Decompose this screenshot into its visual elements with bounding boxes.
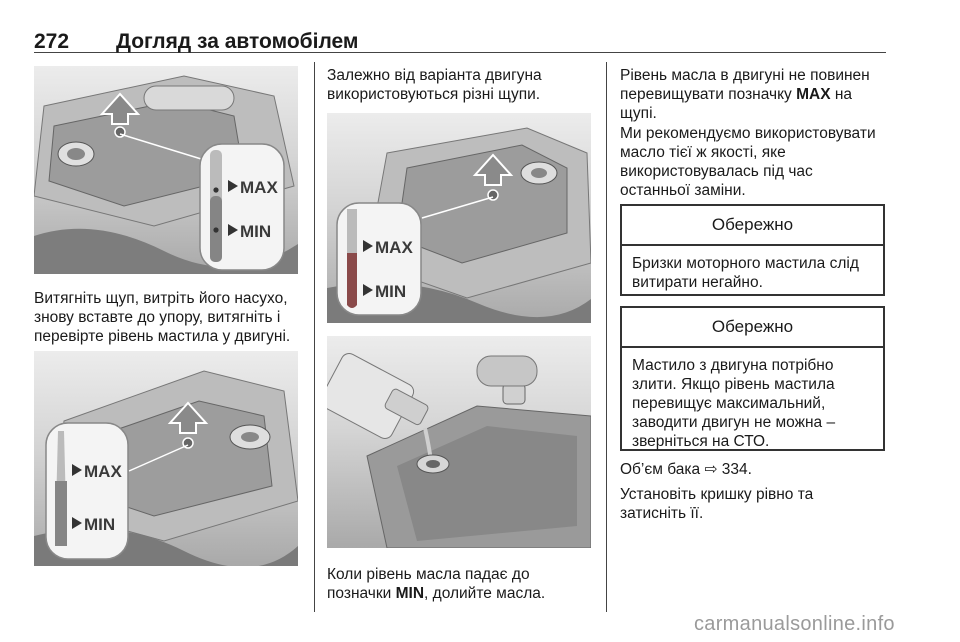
page-header	[34, 30, 886, 53]
cap-instruction: Установіть кришку рівно та затисніть її.	[620, 486, 814, 522]
column-divider	[606, 62, 607, 612]
oil-filling-illustration	[327, 336, 591, 548]
min-mark-label: MIN	[375, 282, 407, 301]
max-mark-label: MAX	[375, 238, 413, 257]
engine-illustration	[34, 351, 298, 566]
engine-dipstick-figure-1	[34, 66, 298, 274]
warning-title: Обережно	[622, 308, 883, 348]
min-mark-label: MIN	[240, 222, 272, 241]
page-reference-link[interactable]: ⇨ 334.	[704, 461, 752, 478]
oil-quality-recommendation: Ми рекомендуємо використовувати масло тієї ж якості, яке використовувалась під час останньої заміни.	[620, 125, 876, 199]
engine-illustration	[327, 113, 591, 323]
dipstick-variants-note: Залежно від варіанта двигуна використовуються різні щупи.	[327, 67, 542, 103]
warning-text: Мастило з двигуна потрібно злити. Якщо рівень мастила перевищує максимальний, заводити двигун не можна – зверніться на СТО.	[632, 357, 836, 450]
dipstick-instruction: Витягніть щуп, витріть його насухо, знову вставте до упору, витягніть і перевірте рівень мастила у двигуні.	[34, 290, 291, 345]
warning-box-1	[620, 204, 885, 296]
max-mark-label: MAX	[240, 178, 278, 197]
warning-text: Бризки моторного мастила слід витирати негайно.	[632, 255, 859, 291]
max-level-note: Рівень масла в двигуні не повинен перевищувати позначку MAX на щупі.	[620, 67, 870, 122]
engine-illustration	[34, 66, 298, 274]
warning-box-2	[620, 306, 885, 451]
min-mark-label: MIN	[84, 515, 116, 534]
low-level-instruction: Коли рівень масла падає до позначки MIN, долийте масла.	[327, 566, 546, 602]
page-number: 272	[34, 30, 70, 53]
min-mark-ref: MIN	[395, 585, 425, 602]
engine-dipstick-figure-2	[34, 351, 298, 566]
max-mark-label: MAX	[84, 462, 122, 481]
engine-dipstick-figure-3	[327, 113, 591, 323]
oil-cap-icon	[503, 384, 525, 404]
arrow-right-icon: ⇨	[704, 461, 718, 478]
column-divider	[314, 62, 315, 612]
oil-filling-figure	[327, 336, 591, 548]
warning-title: Обережно	[622, 206, 883, 246]
watermark: carmanualsonline.info	[694, 613, 895, 635]
capacity-reference: Об’єм бака ⇨ 334.	[620, 461, 752, 478]
page-title: Догляд за автомобілем	[116, 30, 359, 53]
max-mark-ref: MAX	[796, 86, 831, 103]
